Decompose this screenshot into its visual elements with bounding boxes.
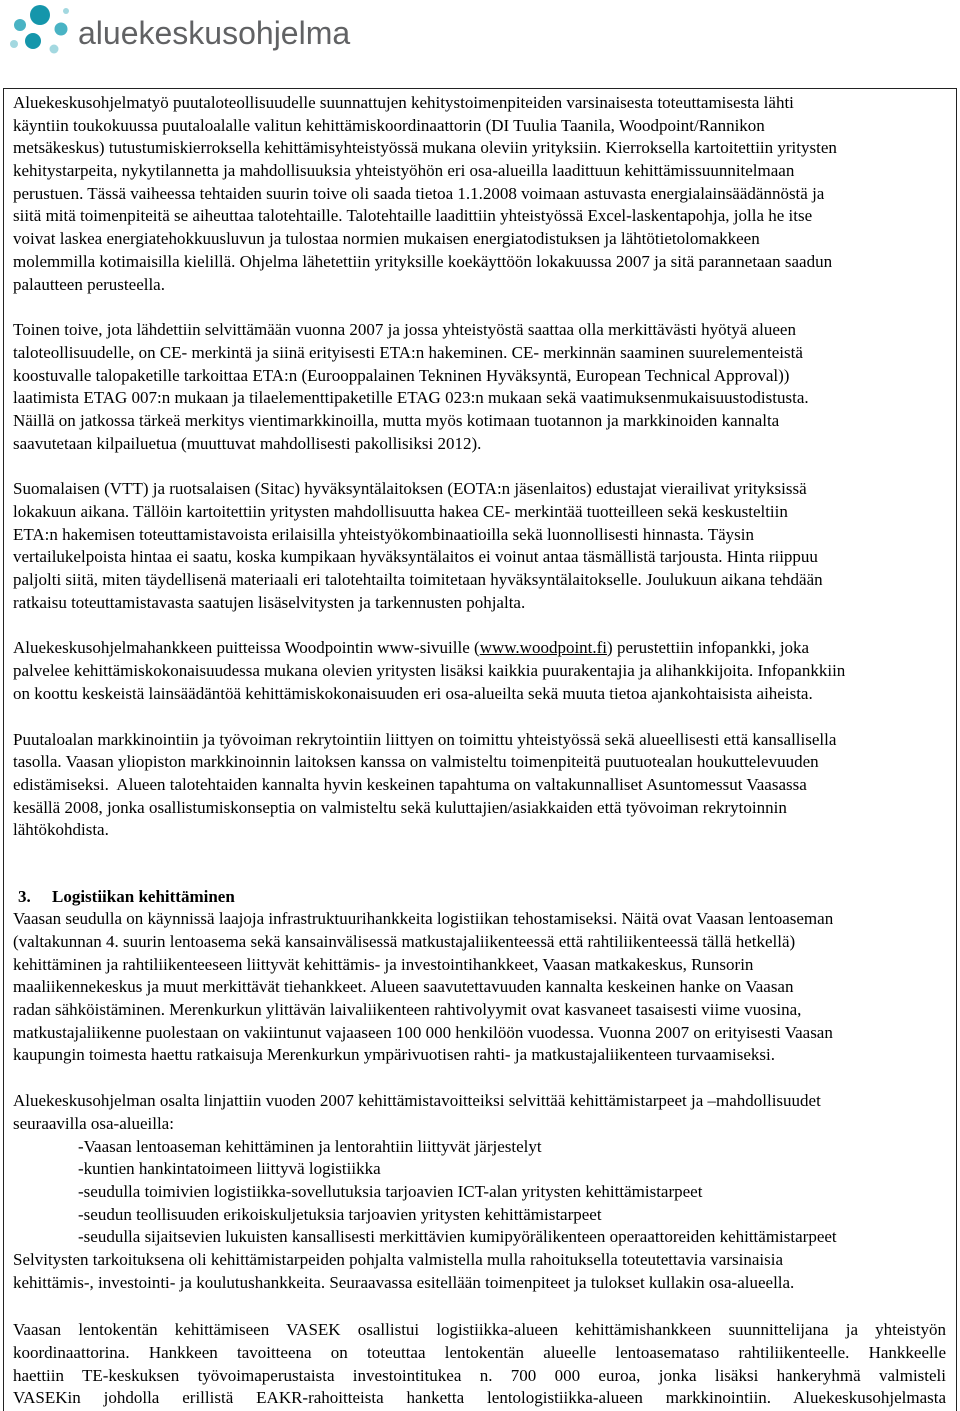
text-line: Aluekeskusohjelmatyö puutaloteollisuudelle suunnattujen kehitystoimenpiteiden varsinaisesta toteuttamisesta lähti (13, 93, 794, 112)
paragraph (13, 637, 946, 705)
text-line: haettiin TE-keskuksen työvoimaperustaista investointitukea n. 700 000 euroa, jonka lisäksi hankeryhmä valmisteli (13, 1365, 946, 1385)
text-line: saavutetaan kilpailuetua (muuttuvat mahdollisesti pakollisiksi 2012). (13, 433, 482, 453)
text-line: Puutaloalan markkinointiin ja työvoiman rekrytointiin liittyen on toimittu yhteistyössä sekä alueellisesti että kansallisella (13, 729, 837, 749)
paragraph (13, 1090, 946, 1294)
text-line: Näillä on jatkossa tärkeä merkitys vientimarkkinoilla, mutta myös kotimaan tuotannon ja markkinoiden kannalta (13, 410, 780, 430)
text-line: ratkaisu toteuttamistavasta saatujen lisäselvitysten ja tarkennusten pohjalta. (13, 592, 526, 612)
woodpoint-link[interactable]: www.woodpoint.fi (479, 638, 608, 658)
text-line: edistämiseksi. Alueen talotehtaiden kannalta hyvin keskeinen tapahtuma on valtakunnalliset Asuntomessut Vaasassa (13, 774, 807, 794)
text-line: (valtakunnan 4. suurin lentoasema sekä kansainvälisessä matkustajaliikenteessä että rahtiliikenteessä tällä hetkellä) (13, 932, 796, 951)
list-item: -seudulla toimivien logistiikka-sovellutuksia tarjoavien ICT-alan yritysten kehittämistarpeet (78, 1181, 703, 1201)
logo-dot (10, 40, 18, 48)
text-line: kaupungin toimesta haettu ratkaisuja Merenkurkun ympärivuotisen rahti- ja matkustajaliikenteen turvaamiseksi. (13, 1045, 775, 1065)
logo-dot (63, 8, 69, 14)
text-line: palvelee kehittämiskokonaisuudessa mukana olevien yritysten lisäksi kaikkia puurakentajia ja alihankkijoita. Infopankkiin (13, 661, 846, 681)
text-line: Vaasan lentokentän kehittämiseen VASEK osallistui logistiikka-alueen kehittämishankkeen suunnittelijana ja yhteistyön (13, 1320, 946, 1340)
logo-dot (25, 33, 41, 49)
text-line: VASEKin johdolla erillistä EAKR-rahoitteista hanketta lentologistiikka-alueen markkinointiin. Aluekeskusohjelmasta (13, 1388, 946, 1408)
paragraph (13, 478, 946, 614)
text-line: voivat laskea energiatehokkuusluvun ja tulostaa normien mukaisen energiatodistuksen ja lähtötietolomakkeen (13, 229, 760, 249)
list-item: -kuntien hankintatoimeen liittyvä logistiikka (78, 1159, 381, 1179)
text-line: käyntiin toukokuussa puutaloalalle valitun kehittämiskoordinaattorin (DI Tuulia Taanila, Woodpoint/Rannikon (13, 115, 765, 135)
paragraph (13, 908, 946, 1067)
text-line: palautteen perusteella. (13, 274, 165, 294)
text-line: molemmilla kotimaisilla kielillä. Ohjelma lähetettiin yrityksille koekäyttöön lokakuussa 2007 ja sitä parannetaan saadun (13, 251, 833, 271)
text-line: paljolti siitä, miten täydellisenä materiaali eri talotehtailta toimitetaan hyväksyntälaitokselle. Joulukuun aikana tehdään (13, 570, 823, 590)
text-line: taloteollisuudelle, on CE- merkintä ja siinä erityisesti ETA:n hakeminen. CE- merkinnän saaminen suurelementeistä (13, 342, 803, 362)
list-item: -Vaasan lentoaseman kehittäminen ja lentorahtiin liittyvät järjestelyt (78, 1136, 542, 1156)
logo-dot (55, 23, 68, 36)
logo-dot (14, 19, 26, 31)
paragraph (13, 319, 946, 455)
text-line: siitä mitä toimenpiteitä se aiheuttaa talotehtaille. Talotehtaille laadittiin yhteistyössä Excel-laskentapohja, jolla he itse (13, 206, 813, 226)
list-item: -seudulla sijaitsevien lukuisten kansallisesti merkittävien kumipyörälikenteen operaattoreiden kehittämistarpeet (78, 1227, 837, 1247)
logo-dot (30, 5, 50, 25)
paragraph (13, 92, 946, 296)
text-line: tasolla. Vaasan yliopiston markkinoinnin laitoksen kanssa on valmisteltu toimenpiteitä puutuotealan houkuttelevuuden (13, 752, 819, 772)
text-line: kehittäminen ja rahtiliikenteeseen liittyvät kehittämis- ja investointihankkeet, Vaasan matkakeskus, Runsorin (13, 954, 754, 974)
paragraph (13, 729, 946, 842)
text-line: ETA:n hakemisen toteuttamistavoista erilaisilla yhteistyökombinaatioilla sekä luonnollisesti hinnasta. Täysin (13, 524, 754, 544)
text-line: Toinen toive, jota lähdettiin selvittämään vuonna 2007 ja jossa yhteistyöstä saattaa olla merkittävästi hyötyä alueen (13, 320, 796, 340)
text-line: matkustajaliikenne puolestaan on vakiintunut vajaaseen 100 000 henkilöön vuodessa. Vuonna 2007 on erityisesti Vaasan (13, 1022, 833, 1042)
logo-dot (50, 45, 59, 54)
logo-wordmark: aluekeskusohjelma (78, 15, 351, 51)
text-line: radan sähköistäminen. Merenkurkun ylittävän laivaliikenteen rahtivolyymit ovat kasvaneet tasaisesti viime vuosina, (13, 1000, 802, 1020)
list-item: -seudun teollisuuden erikoiskuljetuksia tarjoavien yritysten kehittämistarpeet (78, 1204, 602, 1224)
text-line: lokakuun aikana. Tällöin kartoitettiin yritysten mahdollisuutta hakea CE- merkintää tuotteilleen sekä keskusteltiin (13, 502, 788, 521)
text-line: kehitystarpeita, nykytilannetta ja mahdollisuuksia yhteistyöhön eri osa-alueilla laadittuun kehittämissuunnitelmaan (13, 161, 795, 181)
text-line: on koottu keskeistä lainsäädäntöä kehittämiskokonaisuuden eri osa-alueilta sekä muuta tietoa ajankohtaisista aiheista. (13, 683, 813, 703)
text-line: Selvitysten tarkoituksena oli kehittämistarpeiden pohjalta valmistella mulla rahoituksella toteutettavia varsinaisia (13, 1249, 783, 1269)
text-line: lähtökohdista. (13, 820, 109, 840)
logo-dots-icon (4, 2, 76, 60)
text-line: Vaasan seudulla on käynnissä laajoja infrastruktuurihankkeita logistiikan tehostamiseksi. Näitä ovat Vaasan lentoaseman (13, 909, 834, 929)
text-segment: ) perustettiin infopankki, joka (607, 638, 810, 658)
text-line: koostuvalle talopaketille tarkoittaa ETA:n (Eurooppalainen Tekninen Hyväksyntä, European Technical Approval)) (13, 365, 790, 385)
text-line: kehittämis-, investointi- ja koulutushankkeita. Seuraavassa esitellään toimenpiteet ja tulokset kullakin osa-alueella. (13, 1272, 795, 1292)
text-line: Suomalaisen (VTT) ja ruotsalaisen (Sitac) hyväksyntälaitoksen (EOTA:n jäsenlaitos) edustajat vierailivat yrityksissä (13, 479, 807, 499)
text-line: kesällä 2008, jonka osallistumiskonseptia on valmisteltu sekä kuluttajien/asiakkaiden että työvoiman rekrytoinnin (13, 797, 787, 817)
text-segment: Aluekeskusohjelmahankkeen puitteissa Woodpointin www-sivuille ( (13, 638, 480, 658)
paragraph (13, 1319, 946, 1410)
section-title: Logistiikan kehittäminen (52, 886, 235, 906)
section-number: 3. (18, 886, 31, 906)
text-line: metsäkeskus) tutustumiskierroksella kehittämisyhteistyössä mukana oleviin yrityksiin. Kierroksella kartoitettiin yritysten (13, 138, 837, 158)
text-line: seuraavilla osa-alueilla: (13, 1113, 174, 1133)
text-line: laatimista ETAG 007:n mukaan ja tilaelementtipaketille ETAG 023:n mukaan sekä vaatimuksenmukaisuustodistusta. (13, 388, 809, 408)
section-heading (13, 886, 946, 909)
text-line: maaliikennekeskus ja muut merkittävät tiehankkeet. Alueen saavutettavuuden kannalta keskeinen hanke on Vaasan (13, 977, 794, 997)
text-line: koordinaattorina. Hankkeen tavoitteena on toteuttaa lentokentän alueelle lentoasemataso rahtiliikenteelle. Hankkeelle (13, 1343, 946, 1363)
text-line: vertailukelpoista hintaa ei saatu, koska kumpikaan hyväksyntälaitos ei voinut antaa täsmällistä tarjousta. Hinta riippuu (13, 547, 818, 567)
text-line: perustuen. Tässä vaiheessa tehtaiden suurin toive oli saada tietoa 1.1.2008 voimaan astuvasta energialainsäädännöstä ja (13, 183, 825, 203)
document-text-frame (3, 88, 957, 1411)
text-line: Aluekeskusohjelman osalta linjattiin vuoden 2007 kehittämistavoitteiksi selvittää kehittämistarpeet ja –mahdollisuudet (13, 1091, 821, 1111)
text-line (13, 637, 946, 660)
